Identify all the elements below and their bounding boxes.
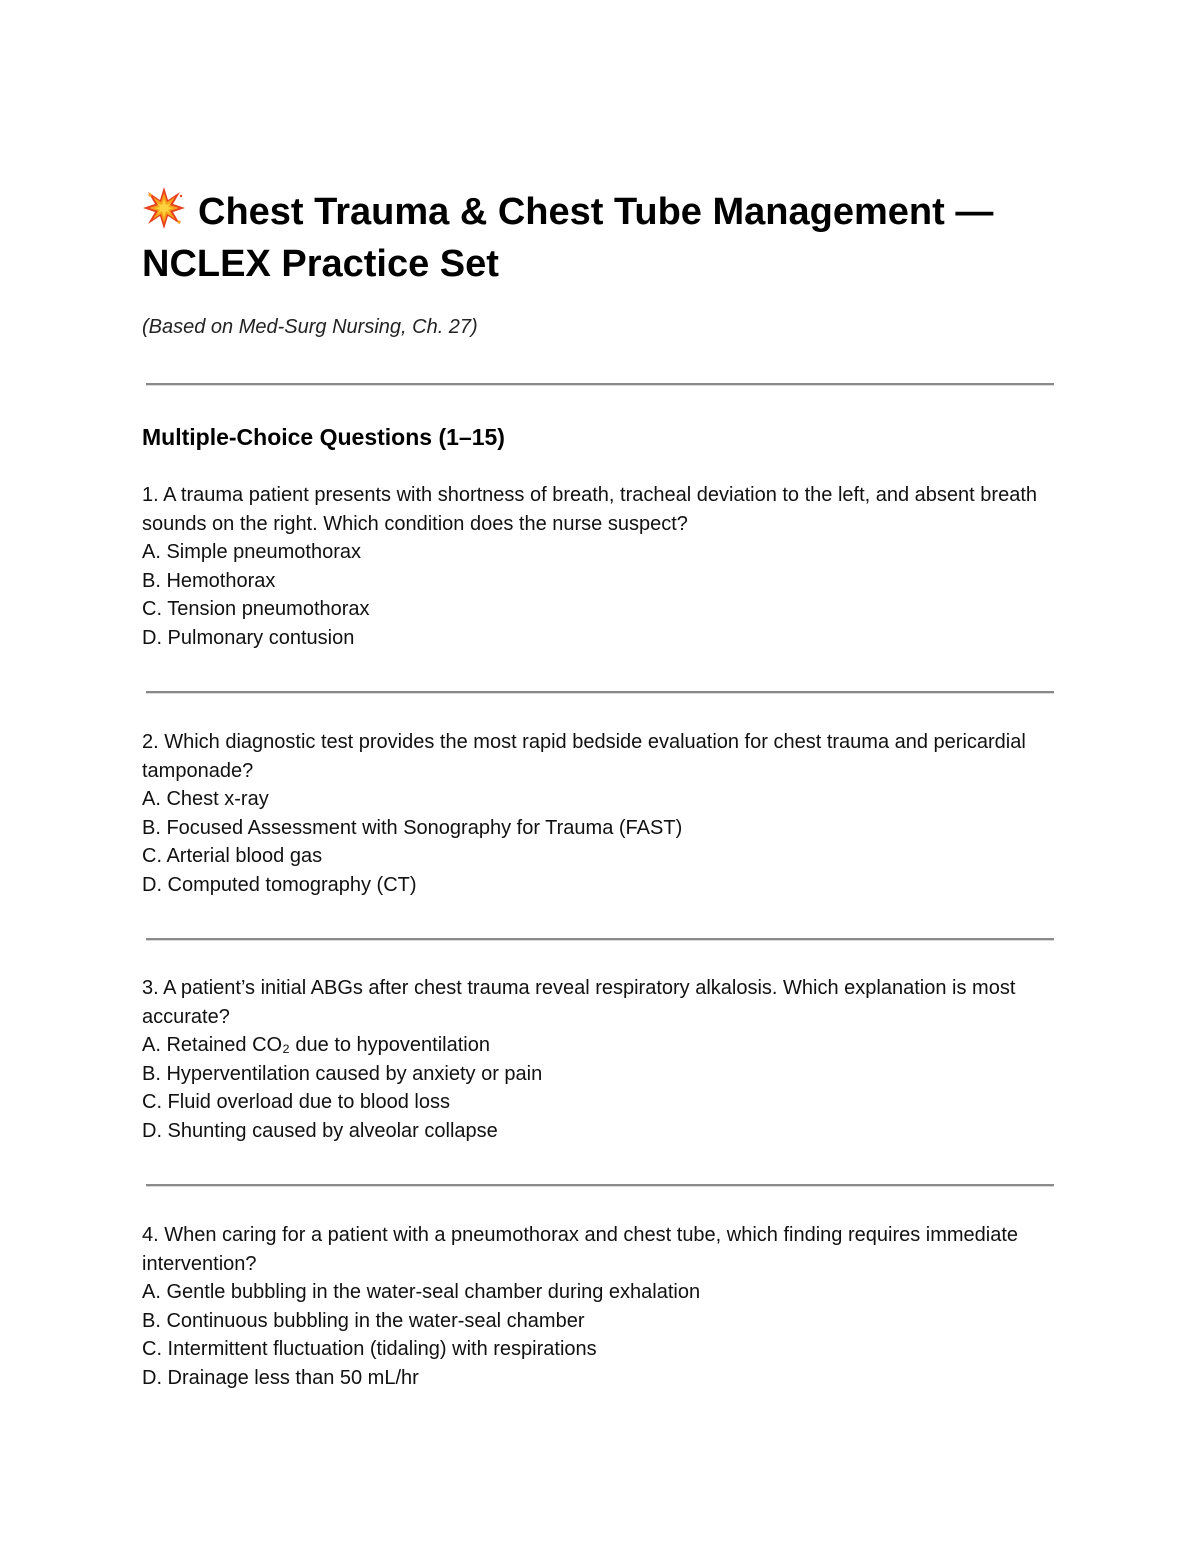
question-stem: 4. When caring for a patient with a pneumothorax and chest tube, which finding requires immediate intervention? [142, 1224, 1019, 1275]
horizontal-rule [146, 938, 1054, 941]
answer-option-a[interactable]: A. Chest x-ray [142, 788, 269, 811]
question-3 [142, 974, 1062, 1146]
answer-option-a[interactable]: A. Simple pneumothorax [142, 541, 362, 564]
answer-option-b[interactable]: B. Hyperventilation caused by anxiety or pain [142, 1062, 543, 1085]
answer-option-d[interactable]: D. Shunting caused by alveolar collapse [142, 1119, 498, 1142]
answer-option-c[interactable]: C. Arterial blood gas [142, 845, 323, 868]
question-1 [142, 481, 1062, 653]
horizontal-rule [146, 383, 1054, 386]
answer-option-c[interactable]: C. Fluid overload due to blood loss [142, 1091, 450, 1114]
source-note: (Based on Med-Surg Nursing, Ch. 27) [142, 316, 478, 338]
page-title [142, 186, 1062, 290]
answer-option-d[interactable]: D. Pulmonary contusion [142, 626, 355, 649]
question-stem: 1. A trauma patient presents with shortness of breath, tracheal deviation to the left, and absent breath sounds on the right. Which condition does the nurse suspect? [142, 484, 1037, 535]
horizontal-rule [146, 1184, 1054, 1187]
answer-options [142, 1031, 1062, 1145]
page-title-text: Chest Trauma & Chest Tube Management — NCLEX Practice Set [142, 191, 994, 285]
answer-option-d[interactable]: D. Computed tomography (CT) [142, 873, 417, 896]
answer-option-b[interactable]: B. Hemothorax [142, 569, 276, 592]
answer-option-a[interactable]: A. Retained CO₂ due to hypoventilation [142, 1034, 490, 1057]
answer-option-b[interactable]: B. Continuous bubbling in the water-seal chamber [142, 1309, 585, 1332]
horizontal-rule [146, 691, 1054, 694]
question-stem: 3. A patient’s initial ABGs after chest trauma reveal respiratory alkalosis. Which explanation is most accurate? [142, 977, 1016, 1028]
question-stem: 2. Which diagnostic test provides the most rapid bedside evaluation for chest trauma and pericardial tamponade? [142, 731, 1026, 782]
answer-option-a[interactable]: A. Gentle bubbling in the water-seal chamber during exhalation [142, 1281, 701, 1304]
answer-option-b[interactable]: B. Focused Assessment with Sonography for Trauma (FAST) [142, 816, 683, 839]
answer-options [142, 538, 1062, 652]
answer-options [142, 785, 1062, 899]
answer-option-c[interactable]: C. Intermittent fluctuation (tidaling) with respirations [142, 1338, 597, 1361]
question-2 [142, 728, 1062, 900]
question-4 [142, 1221, 1062, 1393]
section-heading: Multiple-Choice Questions (1–15) [142, 424, 505, 450]
answer-option-c[interactable]: C. Tension pneumothorax [142, 598, 370, 621]
answer-options [142, 1278, 1062, 1392]
answer-option-d[interactable]: D. Drainage less than 50 mL/hr [142, 1366, 419, 1389]
collision-icon [142, 186, 186, 230]
